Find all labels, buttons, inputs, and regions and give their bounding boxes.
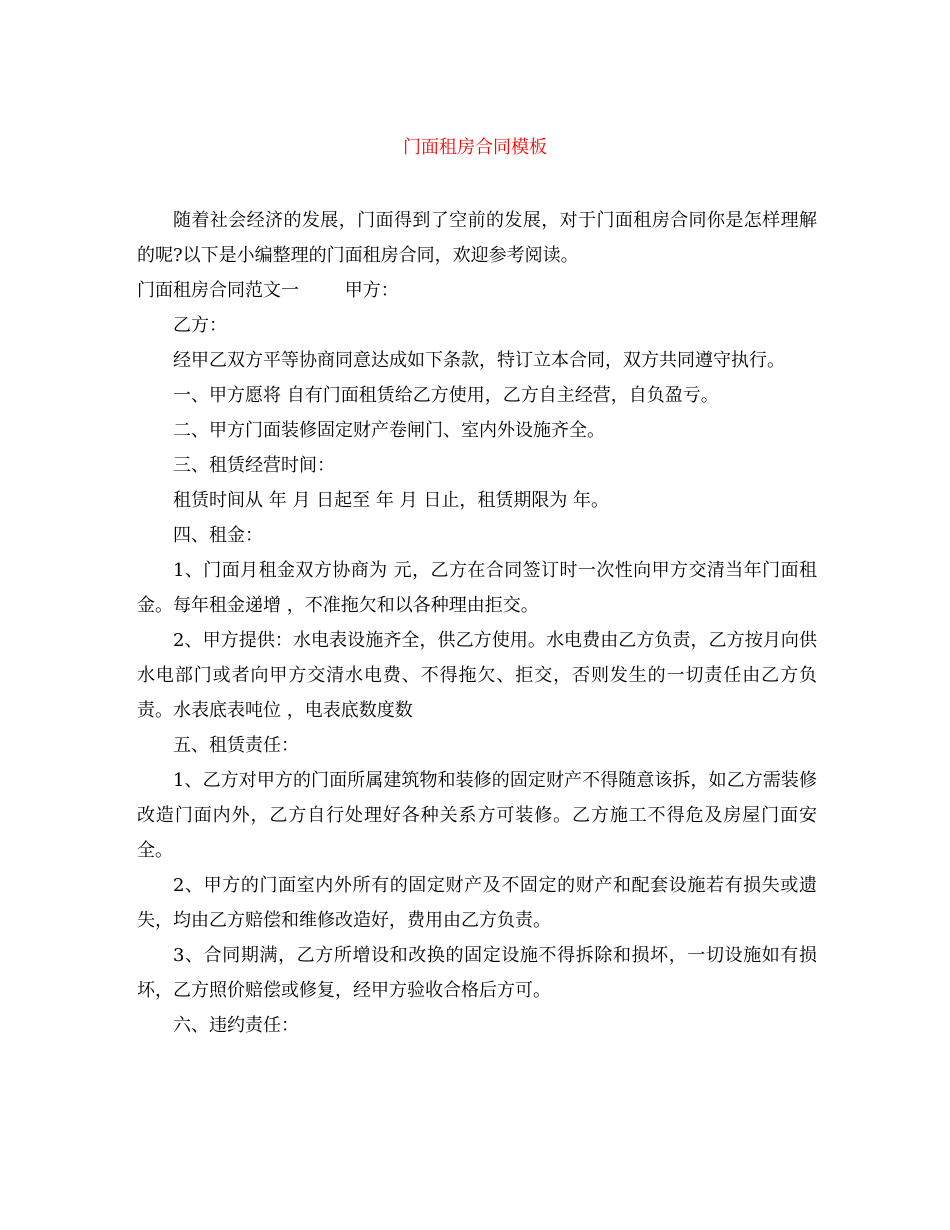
paragraph: 1、乙方对甲方的门面所属建筑物和装修的固定财产不得随意该拆，如乙方需装修改造门面内外，乙方自行处理好各种关系方可装修。乙方施工不得危及房屋门面安全。 [137, 770, 817, 861]
paragraph: 随着社会经济的发展，门面得到了空前的发展，对于门面租房合同你是怎样理解的呢?以下是小编整理的门面租房合同，欢迎参考阅读。 [137, 210, 817, 266]
paragraph: 1、门面月租金双方协商为 元，乙方在合同签订时一次性向甲方交清当年门面租金。每年租金递增 ，不准拖欠和以各种理由拒交。 [137, 560, 817, 616]
paragraph: 门面租房合同范文一 甲方： [137, 280, 399, 301]
document-body [137, 203, 817, 1043]
paragraph: 租赁时间从 年 月 日起至 年 月 日止，租赁期限为 年。 [173, 490, 610, 511]
paragraph: 二、甲方门面装修固定财产卷闸门、室内外设施齐全。 [173, 420, 605, 441]
paragraph: 乙方： [173, 315, 227, 336]
paragraph: 2、甲方提供：水电表设施齐全，供乙方使用。水电费由乙方负责，乙方按月向供水电部门或者向甲方交清水电费、不得拖欠、拒交，否则发生的一切责任由乙方负责。水表底表吨位 ，电表底数度数 [137, 630, 817, 721]
paragraph: 五、租赁责任： [173, 735, 299, 756]
paragraph: 四、租金： [173, 525, 263, 546]
document-title: 门面租房合同模板 [403, 137, 547, 158]
paragraph: 一、甲方愿将 自有门面租赁给乙方使用，乙方自主经营，自负盈亏。 [173, 385, 719, 406]
paragraph: 2、甲方的门面室内外所有的固定财产及不固定的财产和配套设施若有损失或遗失，均由乙方赔偿和维修改造好，费用由乙方负责。 [137, 875, 817, 931]
paragraph: 经甲乙双方平等协商同意达成如下条款，特订立本合同，双方共同遵守执行。 [173, 350, 785, 371]
paragraph: 3、合同期满，乙方所增设和改换的固定设施不得拆除和损坏，一切设施如有损坏，乙方照价赔偿或修复，经甲方验收合格后方可。 [137, 945, 817, 1001]
paragraph: 六、违约责任： [173, 1015, 299, 1036]
paragraph: 三、租赁经营时间： [173, 455, 335, 476]
